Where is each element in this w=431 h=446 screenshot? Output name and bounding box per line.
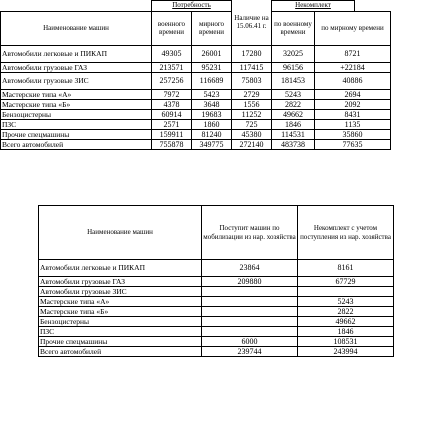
row-value: 213571 — [152, 63, 192, 73]
t2-header-shortage: Некомплект с учетом поступления из нар. хозяйства — [298, 206, 394, 260]
row-value: 95231 — [192, 63, 232, 73]
row-value: 8431 — [315, 110, 391, 120]
row-name: ПЗС — [1, 120, 152, 130]
row-value: 5243 — [272, 90, 315, 100]
table-row — [39, 297, 394, 307]
table-row — [39, 347, 394, 357]
row-value: 755878 — [152, 140, 192, 150]
row-name: Мастерские типа «Б» — [1, 100, 152, 110]
table-row — [39, 260, 394, 277]
vehicle-requirements-table — [0, 0, 431, 150]
table-row — [1, 63, 431, 73]
row-value: 32025 — [272, 46, 315, 63]
row-name: Прочие спецмашины — [39, 337, 202, 347]
row-value: +22184 — [315, 63, 391, 73]
row-value: 1846 — [298, 327, 394, 337]
table-row — [39, 307, 394, 317]
row-value — [202, 317, 298, 327]
row-name: Бензоцистерны — [1, 110, 152, 120]
row-value: 108531 — [298, 337, 394, 347]
row-name: Мастерские типа «А» — [1, 90, 152, 100]
header-need-peace: мирного времени — [192, 12, 232, 46]
row-value: 49305 — [152, 46, 192, 63]
table-row — [1, 73, 431, 90]
row-value: 725 — [232, 120, 272, 130]
table-row — [1, 110, 431, 120]
row-value: 116689 — [192, 73, 232, 90]
row-value — [202, 307, 298, 317]
row-name: Всего автомобилей — [1, 140, 152, 150]
row-name: Мастерские типа «Б» — [39, 307, 202, 317]
row-value: 159911 — [152, 130, 192, 140]
row-value — [202, 287, 298, 297]
row-name: Мастерские типа «А» — [39, 297, 202, 307]
row-value: 257256 — [152, 73, 192, 90]
row-value: 8721 — [315, 46, 391, 63]
row-value: 19683 — [192, 110, 232, 120]
row-value: 483738 — [272, 140, 315, 150]
table-row — [39, 287, 394, 297]
t2-header-name: Наименование машин — [39, 206, 202, 260]
row-value: 2694 — [315, 90, 391, 100]
header-available: Наличие на 15.06.41 г. — [232, 1, 272, 46]
row-value: 1846 — [272, 120, 315, 130]
row-value: 4378 — [152, 100, 192, 110]
header-shortage: Некомплект — [272, 1, 355, 12]
row-value: 60914 — [152, 110, 192, 120]
row-value — [202, 327, 298, 337]
row-value: 45380 — [232, 130, 272, 140]
row-value: 49662 — [272, 110, 315, 120]
row-value: 17280 — [232, 46, 272, 63]
header-need-war: военного времени — [152, 12, 192, 46]
row-value: 2822 — [298, 307, 394, 317]
row-value: 1135 — [315, 120, 391, 130]
row-value: 5243 — [298, 297, 394, 307]
row-name: Автомобили грузовые ЗИС — [1, 73, 152, 90]
row-value: 26001 — [192, 46, 232, 63]
header-name: Наименование машин — [1, 12, 152, 46]
row-value: 77635 — [315, 140, 391, 150]
mobilization-table — [38, 205, 394, 357]
t2-header-received: Поступит машин по мобилизации из нар. хозяйства — [202, 206, 298, 260]
row-value: 2092 — [315, 100, 391, 110]
row-name: Всего автомобилей — [39, 347, 202, 357]
table-row — [1, 130, 431, 140]
row-name: Прочие спецмашины — [1, 130, 152, 140]
row-value: 181453 — [272, 73, 315, 90]
row-value: 11252 — [232, 110, 272, 120]
row-value: 272140 — [232, 140, 272, 150]
header-need: Потребность — [152, 1, 232, 12]
row-value: 5423 — [192, 90, 232, 100]
row-value: 114531 — [272, 130, 315, 140]
table-row — [39, 337, 394, 347]
row-value — [202, 297, 298, 307]
row-value: 1860 — [192, 120, 232, 130]
row-value: 49662 — [298, 317, 394, 327]
row-value: 2729 — [232, 90, 272, 100]
row-name: Автомобили легковые и ПИКАП — [39, 260, 202, 277]
row-value: 35860 — [315, 130, 391, 140]
row-value: 3648 — [192, 100, 232, 110]
row-name: Автомобили грузовые ГАЗ — [39, 277, 202, 287]
row-name: Бензоцистерны — [39, 317, 202, 327]
row-value: 75803 — [232, 73, 272, 90]
row-value: 81240 — [192, 130, 232, 140]
row-value: 8161 — [298, 260, 394, 277]
row-value: 40886 — [315, 73, 391, 90]
header-spacer — [1, 1, 152, 12]
table-row — [1, 140, 431, 150]
row-value: 349775 — [192, 140, 232, 150]
table-row — [39, 277, 394, 287]
row-name: Автомобили грузовые ЗИС — [39, 287, 202, 297]
table-row — [39, 327, 394, 337]
row-value: 23864 — [202, 260, 298, 277]
table-row — [1, 120, 431, 130]
header-short-war: по военному времени — [272, 12, 315, 46]
row-value: 243994 — [298, 347, 394, 357]
table-row — [1, 46, 431, 63]
row-value: 1556 — [232, 100, 272, 110]
table-row — [1, 90, 431, 100]
row-name: Автомобили легковые и ПИКАП — [1, 46, 152, 63]
row-value: 7972 — [152, 90, 192, 100]
row-value: 2822 — [272, 100, 315, 110]
row-value: 209880 — [202, 277, 298, 287]
row-value: 6000 — [202, 337, 298, 347]
row-value: 117415 — [232, 63, 272, 73]
table-row — [1, 100, 431, 110]
row-value: 2571 — [152, 120, 192, 130]
row-value: 239744 — [202, 347, 298, 357]
row-value: 96156 — [272, 63, 315, 73]
row-value — [298, 287, 394, 297]
row-name: ПЗС — [39, 327, 202, 337]
row-name: Автомобили грузовые ГАЗ — [1, 63, 152, 73]
table-row — [39, 317, 394, 327]
row-value: 67729 — [298, 277, 394, 287]
header-short-peace: по мирному времени — [315, 12, 391, 46]
